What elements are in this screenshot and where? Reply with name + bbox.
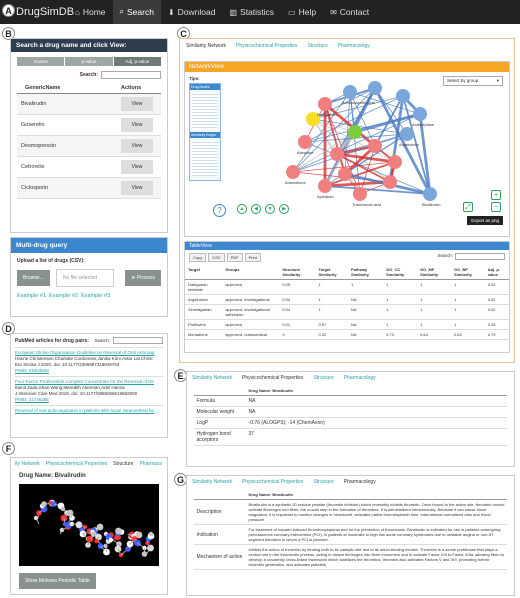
drug-row: [17, 136, 161, 157]
table-cell: approved: [222, 280, 279, 295]
process-icon: ➤: [131, 275, 137, 281]
drug-row: [17, 115, 161, 136]
tab-pharmacology[interactable]: Pharmacology: [343, 375, 376, 381]
panel-label-f: F: [2, 442, 15, 455]
examples-row: [17, 293, 161, 299]
score-toggle-group: [17, 57, 161, 66]
pharma-label: Mechanism of action: [194, 545, 246, 570]
view-button[interactable]: View: [121, 139, 153, 153]
drug-node[interactable]: [286, 165, 300, 179]
view-button[interactable]: View: [121, 181, 153, 195]
panel-b-multi-drug: [10, 237, 168, 317]
table-cell: Ximelagatran: [185, 305, 222, 320]
arrow-up-icon[interactable]: ▲: [237, 204, 247, 214]
networkview-title: NetworkView: [185, 62, 509, 72]
home-icon: ⌂: [75, 7, 80, 17]
panel-label-g: G: [174, 473, 187, 486]
zoom-out-icon[interactable]: −: [491, 202, 501, 212]
help-icon[interactable]: ?: [213, 204, 226, 217]
table-cell: NA: [348, 320, 383, 330]
view-button[interactable]: View: [121, 118, 153, 132]
table-cell: 0.04: [279, 295, 315, 305]
node-label: Aminocaproic Acid: [342, 100, 375, 105]
table-cell: 0.02: [485, 305, 509, 320]
table-cell: 1: [348, 280, 383, 295]
tab-pharmacology[interactable]: Pharmacology: [337, 43, 370, 49]
node-label: Apixaban: [317, 194, 334, 199]
table-cell: 1: [316, 280, 348, 295]
print-button[interactable]: Print: [245, 253, 261, 262]
property-label: Hydrogen bond acceptors: [194, 429, 246, 446]
panel-c-tabs: [180, 39, 514, 53]
tips-nodes-text: [192, 92, 218, 130]
panel-f-structure: [10, 457, 168, 595]
zoom-in-icon[interactable]: +: [491, 190, 501, 200]
table-cell: 1: [417, 280, 451, 295]
panel-b-drug-search: [10, 38, 168, 233]
drug-node[interactable]: [298, 135, 312, 149]
node-label: Bivalirudin: [422, 202, 441, 207]
table-row: [194, 407, 508, 418]
nav-label: Download: [177, 7, 216, 17]
tab-similarity-network[interactable]: Similarity Network: [192, 479, 233, 485]
tab-structure[interactable]: Structure: [313, 375, 334, 381]
table-cell: NA: [348, 305, 383, 320]
node-label: Argatroban: [399, 142, 419, 147]
tab-pharmacology[interactable]: Pharmaco: [139, 461, 163, 467]
table-cell: 1: [417, 305, 451, 320]
property-value: -0.76 (ALOGPS); -14 (ChemAxon): [246, 418, 508, 429]
pubmed-search-input[interactable]: [113, 337, 163, 344]
drug-node[interactable]: [353, 187, 367, 201]
drug-node[interactable]: [338, 167, 352, 181]
table-row: [194, 525, 508, 545]
table-cell: NA: [348, 295, 383, 305]
table-cell: 1: [383, 295, 417, 305]
arrow-left-icon[interactable]: ◀: [251, 204, 261, 214]
table-cell: 0.79: [485, 330, 509, 340]
table-cell: 1: [316, 295, 348, 305]
tab-physicochemical[interactable]: Physicochemical Properties: [242, 479, 304, 485]
table-cell: approved, nutraceutical: [222, 330, 279, 340]
property-label: LogP: [194, 418, 246, 429]
tab-physicochemical[interactable]: Physicochemical Properties: [45, 461, 108, 467]
table-export-buttons: [189, 253, 505, 262]
network-graph[interactable]: [225, 74, 475, 224]
statistics-icon: ▥: [229, 7, 238, 17]
view-button[interactable]: View: [121, 160, 153, 174]
panel-label-d: D: [2, 322, 15, 335]
table-cell: 1: [383, 280, 417, 295]
pubmed-search-label: Search:: [94, 338, 110, 343]
panel-f-tabs: [11, 458, 167, 470]
table-cell: 0.57: [316, 320, 348, 330]
nav-label: Home: [82, 7, 106, 17]
similarity-table-header: [185, 265, 509, 280]
col-header[interactable]: GO_BP Similarity: [451, 265, 485, 280]
panel-g-pharmacology: [186, 475, 515, 596]
nav-menu: [68, 0, 376, 24]
download-icon: ⬇: [167, 7, 175, 17]
structure-drug-name: Drug Name: Bivalirudin: [19, 473, 86, 479]
table-cell: 1: [451, 280, 485, 295]
show-molview-button[interactable]: Show Molview Periodic Table: [19, 573, 96, 589]
table-search-label: Search:: [437, 253, 453, 258]
node-label: Tranexamic acid: [352, 202, 382, 207]
drug-row: [17, 157, 161, 178]
col-header[interactable]: Structure Similarity: [279, 265, 315, 280]
drug-node[interactable]: [423, 187, 437, 201]
nav-label: Contact: [339, 7, 370, 17]
article-citation: J Intensive Care Med 2019. doi: 10.1177/0885066619882909: [15, 391, 138, 396]
table-row: [185, 330, 509, 340]
physchem-table: [194, 386, 508, 446]
node-label: Alteplase: [297, 150, 314, 155]
process-label: Process: [136, 275, 155, 281]
nav-label: Search: [127, 7, 154, 17]
table-cell: 0.25: [485, 320, 509, 330]
pubmed-header-row: [15, 337, 163, 344]
process-button[interactable]: [125, 270, 161, 286]
drug-row: [17, 94, 161, 115]
table-cell: 0.04: [279, 305, 315, 320]
nav-home[interactable]: [68, 0, 113, 24]
article-title-link[interactable]: Reversal of oral anticoagulation in patients with acute intracerebral he: [15, 408, 154, 413]
col-header[interactable]: Target: [185, 265, 222, 280]
nav-contact[interactable]: [323, 0, 376, 24]
export-png-button[interactable]: Export as png: [467, 216, 503, 225]
drug-node[interactable]: [348, 125, 362, 139]
drug-name: Desmopressin: [21, 143, 57, 149]
similarity-table-body: [185, 280, 509, 340]
physchem-drug-name: Drug Name: Bivalirudin: [246, 386, 508, 396]
pharma-header-blank: [194, 490, 246, 500]
pubmed-articles-list: [15, 347, 163, 416]
table-cell: Dabigatran etexilate: [185, 280, 222, 295]
tab-similarity-network[interactable]: Similarity Network: [186, 43, 227, 49]
chevron-down-icon: ▾: [496, 78, 499, 83]
similarity-table: [185, 265, 509, 340]
property-value: NA: [246, 407, 508, 418]
toggle-p-value[interactable]: p-value: [65, 57, 113, 66]
multi-drug-title: Multi-drug query: [11, 238, 167, 253]
table-cell: 0.32: [316, 330, 348, 340]
table-cell: 1: [383, 305, 417, 320]
node-label: Anisindione: [285, 180, 306, 185]
table-cell: Proflavine: [185, 320, 222, 330]
pharmacology-table: [194, 490, 508, 570]
col-header[interactable]: Target Similarity: [316, 265, 348, 280]
tab-similarity-network[interactable]: ity Network: [15, 461, 40, 467]
panel-label-a: A: [2, 4, 15, 17]
tab-physicochemical[interactable]: Physicochemical Properties: [236, 43, 298, 49]
drug-node[interactable]: [318, 179, 332, 193]
table-row: [194, 396, 508, 407]
tips-edges-text: [192, 140, 218, 176]
pubmed-title: PubMed articles for drug pairs:: [15, 337, 89, 344]
tableview-title: TableView: [185, 242, 509, 250]
table-row: [185, 320, 509, 330]
tips-nodes-header: Drug Nodes: [190, 84, 220, 90]
table-row: [194, 429, 508, 446]
toggle-scores[interactable]: Scores: [17, 57, 65, 66]
table-cell: 1: [451, 320, 485, 330]
table-cell: 0.83: [451, 330, 485, 340]
table-cell: NA: [348, 330, 383, 340]
panel-b-search-label: Search:: [79, 72, 98, 78]
drug-node[interactable]: [400, 127, 414, 141]
drug-node[interactable]: [388, 155, 402, 169]
table-cell: Menadione: [185, 330, 222, 340]
example-2-link[interactable]: Example #2: [49, 293, 79, 299]
node-label: Anistreplase: [412, 122, 435, 127]
panel-label-c: C: [177, 27, 190, 40]
panel-b-search-row: [17, 71, 161, 79]
tips-label: Tips:: [189, 76, 200, 81]
property-value: 37: [246, 429, 508, 446]
nav-statistics[interactable]: [222, 0, 281, 24]
panel-e-tabs: [187, 372, 514, 384]
toggle-adj-p-value[interactable]: Adj. p-value: [114, 57, 161, 66]
drug-name: Ciclosporin: [21, 185, 49, 191]
article-pmid-link[interactable]: PMID: 31903828: [15, 368, 49, 373]
drug-table-header: [17, 85, 161, 94]
network-nav-controls: [237, 204, 289, 214]
table-cell: 0.02: [485, 280, 509, 295]
view-button[interactable]: View: [121, 97, 153, 111]
panel-g-tabs: [187, 476, 514, 488]
panel-d-pubmed: [10, 333, 168, 438]
tab-structure[interactable]: Structure: [307, 43, 328, 49]
brand-logo[interactable]: DrugSimDB: [16, 6, 75, 18]
tab-structure[interactable]: Structure: [113, 461, 134, 467]
nav-label: Help: [298, 7, 317, 17]
pharma-value: For treatment of heparin-induced thrombocytopenia and for the prevention of thrombosis. Bivalirudin is indicated for use in patients undergoing percutaneous coronary intervention (PCI), in patients at moderate to high risk acute coronary syndromes due to unstable angina or non-ST segment elevation in whom a PCI is planned.: [246, 525, 508, 545]
article-title-link[interactable]: European Stroke Organisation Guideline on Reversal of Oral Anticoag: [15, 350, 155, 355]
article-item: [15, 405, 163, 416]
table-cell: 0.01: [279, 320, 315, 330]
col-generic-name[interactable]: GenericName: [25, 85, 61, 91]
pharma-label: Indication: [194, 525, 246, 545]
article-pmid-link[interactable]: PMID: 31746285: [15, 397, 49, 402]
pharma-label: Description: [194, 500, 246, 525]
article-citation: Eur Stroke J 2020. doi: 10.1177/2396987319849763: [15, 362, 120, 367]
col-actions: Actions: [121, 85, 142, 91]
top-navbar: [0, 0, 520, 24]
drug-node[interactable]: [343, 85, 357, 99]
table-row: [185, 295, 509, 305]
arrow-right-icon[interactable]: ▶: [279, 204, 289, 214]
tab-structure[interactable]: Structure: [313, 479, 334, 485]
pharma-value: Inhibits the action of thrombin by binding both to its catalytic site and to its anion-binding exosite. Thrombin is a serine proteinase that plays a central role in the thrombotic process, acting to cleave fibrinogen into fibrin monomers and to activate Factor XIII to Factor XIIIa, allowing fibrin to develop a covalently cross-linked framework which stabilizes the thrombus; thrombin also activates Factors V and VIII, promoting further thrombin generation, and activates platelets,: [246, 545, 508, 570]
table-row: [194, 500, 508, 525]
file-input[interactable]: No file selected: [56, 269, 114, 287]
article-item: [15, 347, 163, 376]
physchem-header-blank: [194, 386, 246, 396]
drug-node[interactable]: [368, 81, 382, 95]
select-group-label: Select by group: [447, 78, 479, 83]
search-icon: ⌕: [119, 7, 125, 16]
table-cell: Argatroban: [185, 295, 222, 305]
drug-name: Cetrorelix: [21, 164, 45, 170]
table-cell: approved, investigational: [222, 295, 279, 305]
drug-node[interactable]: [413, 107, 427, 121]
tab-physicochemical[interactable]: Physicochemical Properties: [242, 375, 304, 381]
tableview-box: [184, 241, 510, 353]
nav-label: Statistics: [240, 7, 275, 17]
tab-similarity-network[interactable]: Similarity Network: [192, 375, 233, 381]
drug-node[interactable]: [396, 89, 410, 103]
node-label: Dabigatran: [317, 112, 337, 117]
col-header[interactable]: Pathway Similarity: [348, 265, 383, 280]
physchem-table-body: [194, 396, 508, 446]
table-cell: 1: [451, 305, 485, 320]
property-value: NA: [246, 396, 508, 407]
col-header[interactable]: Groups: [222, 265, 279, 280]
article-title-link[interactable]: Four-Factor Prothrombin Complex Concentrate for the Reversal of Dir: [15, 379, 155, 384]
drug-name: Bivalirudin: [21, 101, 47, 107]
table-cell: 1: [451, 295, 485, 305]
panel-e-physicochemical: [186, 371, 515, 467]
panel-label-e: E: [174, 369, 187, 382]
pharmacology-table-body: [194, 500, 508, 570]
table-cell: 0.02: [485, 295, 509, 305]
drug-node[interactable]: [383, 175, 397, 189]
panel-label-b: B: [2, 27, 15, 40]
fit-view-icon[interactable]: ⤢: [463, 202, 473, 212]
nav-download[interactable]: [161, 0, 223, 24]
table-row: [194, 418, 508, 429]
table-cell: 1: [417, 295, 451, 305]
networkview-box: [184, 61, 510, 237]
table-cell: 0: [279, 330, 315, 340]
table-cell: 1: [316, 305, 348, 320]
col-header[interactable]: Adj. p-value: [485, 265, 509, 280]
molecule-3d-viewer[interactable]: [19, 484, 159, 566]
pdf-button[interactable]: PDF: [227, 253, 243, 262]
arrow-down-icon[interactable]: ▼: [265, 204, 275, 214]
table-row: [194, 545, 508, 570]
pharma-drug-name: Drug Name: Bivalirudin: [246, 490, 508, 500]
table-cell: approved: [222, 320, 279, 330]
tips-edges-header: Similarity Edges: [190, 132, 220, 138]
drug-row: [17, 178, 161, 199]
panel-c-similarity: [179, 38, 515, 363]
upload-label: Upload a list of drugs (CSV):: [17, 258, 85, 264]
browse-button[interactable]: Browse...: [17, 270, 50, 286]
tips-box: [189, 83, 221, 181]
table-cell: 0.05: [279, 280, 315, 295]
example-3-link[interactable]: Example #3: [81, 293, 111, 299]
nav-search[interactable]: [113, 0, 161, 24]
pharma-value: Bivalirudin is a synthetic 20 residue peptide (thrombin inhibitor) which reversibly inhibits thrombin. Once bound to the active site, thrombin cannot activate fibrinogen into fibrin, the crucial step in the formation of thrombus. It is administered intravenously. Because it can cause blood stagnation, it is important to monitor changes in hematocrit, activated partial thromboplastin time, international normalized ratio and blood pressure.: [246, 500, 508, 525]
panel-b-search-input[interactable]: [101, 71, 161, 79]
article-authors: Hanne Christensen,Charlotte Cordonnier,Janika Kõrv,Avtar Lal,Christ: [15, 356, 153, 361]
table-search-input[interactable]: [455, 253, 505, 260]
csv-button[interactable]: CSV: [208, 253, 224, 262]
drug-node[interactable]: [368, 139, 382, 153]
article-item: [15, 376, 163, 405]
contact-icon: ✉: [330, 7, 337, 17]
drug-name: Goserelin: [21, 122, 45, 128]
table-cell: 0.73: [383, 330, 417, 340]
table-cell: 0.64: [417, 330, 451, 340]
col-header[interactable]: GO_CC Similarity: [383, 265, 417, 280]
property-label: Formula: [194, 396, 246, 407]
upload-row: [17, 269, 161, 287]
nav-help[interactable]: [281, 0, 323, 24]
table-row: [185, 280, 509, 295]
col-header[interactable]: GO_MF Similarity: [417, 265, 451, 280]
table-cell: 1: [383, 320, 417, 330]
drug-node[interactable]: [330, 147, 344, 161]
drug-node[interactable]: [318, 97, 332, 111]
table-row: [185, 305, 509, 320]
copy-button[interactable]: Copy: [189, 253, 206, 262]
table-cell: approved, investigational, withdrawn: [222, 305, 279, 320]
article-authors: Itamit Zada,Shan Wang,Meredith Akerman,Adel Hanna: [15, 385, 125, 390]
panel-b-title: Search a drug name and click View:: [11, 39, 167, 52]
help-icon: ▭: [288, 7, 296, 17]
example-1-link[interactable]: Example #1: [17, 293, 47, 299]
property-label: Molecular weight: [194, 407, 246, 418]
table-cell: 1: [417, 320, 451, 330]
drug-table-body: [17, 94, 161, 199]
tab-pharmacology[interactable]: Pharmacology: [343, 479, 376, 485]
